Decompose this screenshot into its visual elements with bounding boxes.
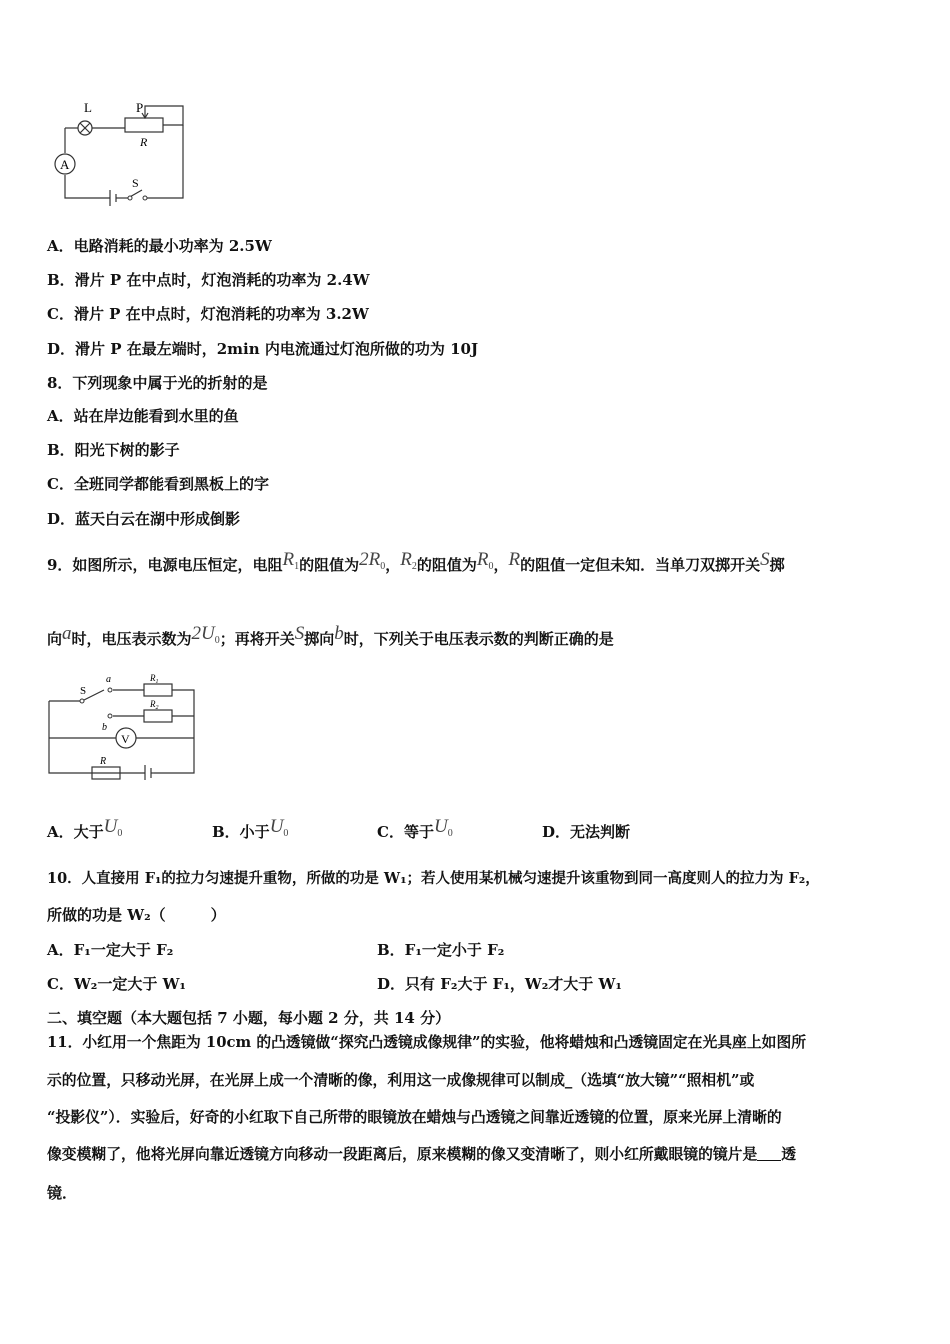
q11-line3: “投影仪”）．实验后，好奇的小红取下自己所带的眼镜放在蜡烛与凸透镜之间靠近透镜的位置，原来光屏上清晰的 [47, 1109, 782, 1126]
math-2U0: $2U_0$ [191, 623, 220, 646]
q8-option-d: D．蓝天白云在湖中形成倒影 [47, 510, 241, 528]
label-R2: $R_2$ [150, 699, 159, 711]
circuit-diagram-1 [50, 98, 195, 213]
math-R1: $R_1$ [282, 549, 300, 572]
circuit-diagram-2 [44, 668, 199, 780]
label-L: L [84, 100, 92, 115]
q8-option-c: C．全班同学都能看到黑板上的字 [47, 475, 269, 493]
label-V: V [121, 732, 130, 746]
q11-line4: 像变模糊了，他将光屏向靠近透镜方向移动一段距离后，原来模糊的像又变清晰了，则小红所戴眼镜的镜片是 透 [47, 1146, 797, 1163]
math-R0: $R_0$ [476, 549, 494, 572]
math-2R0: $2R_0$ [359, 549, 386, 572]
section-heading: 二、填空题（本大题包括 7 小题，每小题 2 分，共 14 分） [47, 1009, 451, 1027]
label-S: S [132, 176, 139, 190]
q10-option-d: D．只有 F₂大于 F₁，W₂才大于 W₁ [377, 975, 622, 993]
q10-option-c: C．W₂一定大于 W₁ [47, 975, 186, 993]
q10-stem-line2: 所做的功是 W₂（ ） [47, 906, 226, 924]
q11-line5: 镜． [47, 1184, 78, 1202]
label-A: A [60, 157, 70, 172]
answer-blank [757, 1146, 781, 1161]
q7-option-a: A．电路消耗的最小功率为 2.5W [47, 237, 272, 255]
math-S: S [760, 549, 770, 570]
q9-stem-line1: 9．如图所示，电源电压恒定，电阻$R_1$的阻值为$2R_0$，$R_2$的阻值为$R_0$，R的阻值一定但未知．当单刀双掷开关S掷 [47, 549, 785, 574]
q8-option-a: A．站在岸边能看到水里的鱼 [47, 407, 239, 425]
q7-option-c: C．滑片 P 在中点时，灯泡消耗的功率为 3.2W [47, 305, 369, 323]
q11-line2: 示的位置，只移动光屏，在光屏上成一个清晰的像，利用这一成像规律可以制成_（选填“放大镜”“照相机”或 [47, 1072, 755, 1089]
q10-option-a: A．F₁一定大于 F₂ [47, 941, 174, 959]
q8-option-b: B．阳光下树的影子 [47, 441, 180, 459]
q7-option-d: D．滑片 P 在最左端时，2min 内电流通过灯泡所做的功为 10J [47, 340, 479, 358]
label-R: R [100, 756, 107, 767]
q9-option-d: D．无法判断 [542, 823, 631, 841]
q11-line1: 11．小红用一个焦距为 10cm 的凸透镜做“探究凸透镜成像规律”的实验，他将蜡烛和凸透镜固定在光具座上如图所 [47, 1034, 807, 1051]
q9-stem-line2: 向a时，电压表示数为$2U_0$；再将开关S掷向b时，下列关于电压表示数的判断正确的是 [47, 623, 614, 648]
math-a: a [62, 623, 72, 644]
label-b: b [102, 722, 107, 733]
math-R2: $R_2$ [400, 549, 417, 572]
q7-option-b: B．滑片 P 在中点时，灯泡消耗的功率为 2.4W [47, 271, 370, 289]
q9-option-c: C．等于$U_0$ [377, 816, 453, 841]
label-a: a [106, 674, 111, 685]
math-R: R [508, 549, 521, 570]
q10-option-b: B．F₁一定小于 F₂ [377, 941, 505, 959]
label-P: P [136, 100, 144, 115]
math-b: b [334, 623, 344, 644]
q10-stem-line1: 10．人直接用 F₁的拉力匀速提升重物，所做的功是 W₁；若人使用某机械匀速提升该重物到同一高度则人的拉力为 F₂， [47, 870, 820, 887]
q9-option-a: A．大于$U_0$ [47, 816, 123, 841]
q9-option-b: B．小于$U_0$ [212, 816, 289, 841]
q8-stem: 8．下列现象中属于光的折射的是 [47, 374, 268, 392]
math-S2: S [294, 623, 305, 644]
label-S: S [80, 685, 87, 697]
label-R1: $R_1$ [150, 673, 159, 685]
lamp-symbol [78, 121, 92, 135]
label-R: R [140, 135, 148, 149]
